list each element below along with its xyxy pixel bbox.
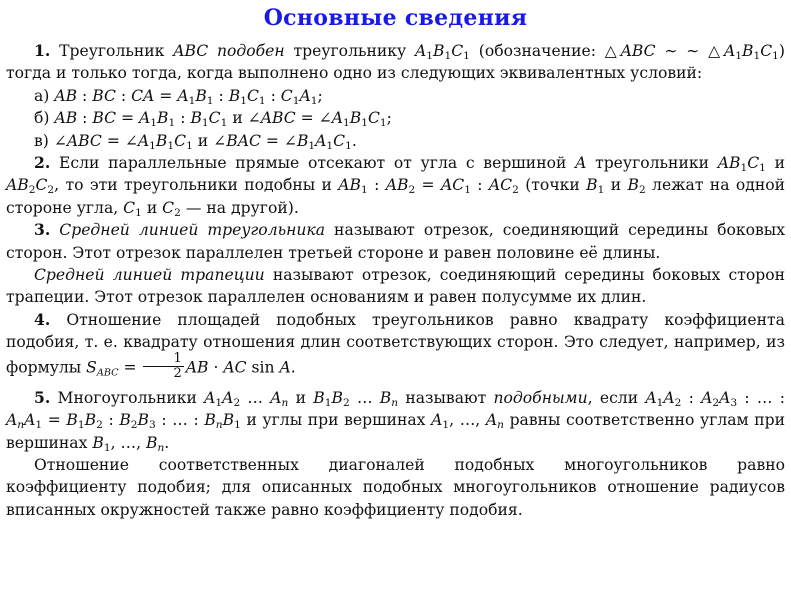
p1-similar: подобен	[216, 42, 285, 60]
term-trapezoid-midline: Средней линией трапеции	[34, 266, 265, 285]
p1-obozn: (обозначение:	[478, 42, 596, 60]
paragraph-6	[6, 454, 785, 521]
p2-text-5: лежат на одной стороне угла,	[6, 176, 786, 217]
p1-tail: тогда и только тогда, когда выполнено одно из следующих эквивалентных условий:	[6, 64, 703, 83]
fraction-one-half	[143, 352, 183, 381]
p3-text: называют отрезок, соединяющий середины боковых сторон. Этот отрезок параллелен третьей стороне и равен половине её длины.	[6, 221, 785, 262]
p5-and: и	[295, 388, 307, 407]
paragraph-3b	[6, 264, 785, 309]
p2-text-3: , то эти треугольники подобны и	[54, 176, 332, 195]
p5-text-2: называют	[405, 388, 487, 407]
page-title: Основные сведения	[263, 5, 528, 31]
p2-and: и	[774, 154, 785, 173]
term-triangle-midline: Средней линией треугольника	[59, 221, 326, 240]
item-number-1: 1.	[34, 41, 51, 60]
p5-text-4: и углы при вершинах	[246, 411, 426, 430]
paragraph-3	[6, 219, 785, 264]
p1-lead: Треугольник	[59, 42, 165, 60]
condition-v-label: в)	[34, 131, 49, 150]
p2-text-2: треугольники	[595, 154, 709, 173]
condition-v: в) ∠ABC = $\angle A_1B_1C_1$ и ∠BAC = $\angle B_1A_1C_1$.	[34, 131, 357, 152]
item-number-2: 2.	[34, 153, 51, 173]
paragraph-4: 4. Отношение площадей подобных треугольников равно квадрату коэффициента подобия, т. е. квадрату отношения длин соответствующих сторон. Это следует, например, из формулы $S_{ABC}$ = $\frac{1}{2}$ AB · AC sin A.	[6, 309, 785, 381]
fraction-numerator: 1	[143, 352, 183, 367]
p6-text: Отношение соответственных диагоналей подобных многоугольников равно коэффициенту подобия; для описанных подобных многоугольников отношение радиусов вписанных окружностей также равно коэффициенту подобия.	[6, 455, 785, 519]
term-similar: подобными	[493, 388, 588, 407]
item-number-5: 5.	[34, 387, 51, 407]
condition-b-label: б)	[34, 109, 50, 128]
p1-mid: треугольнику	[293, 42, 407, 60]
item-number-3: 3.	[34, 220, 51, 240]
paragraph-5: 5. Многоугольники $A_1A_2$ … $A_n$ и $B_1B_2$ … $B_n$ называют подобными, если $A_1A_2$ : $A_2A_3$ : … : $A_nA_1 = B_1B_2$ : $B_2B_3$ : … : $B_nB_1$ и углы при вершинах $A_1$, …, $A_n$ равны соответственно углам при вершинах $B_1$, …, $B_n$.	[6, 387, 786, 454]
condition-v-and: и	[197, 131, 209, 150]
p5-text-3: , если	[587, 388, 639, 407]
item-number-4: 4.	[34, 309, 51, 329]
p5-text-1: Многоугольники	[57, 388, 197, 407]
p2-text-1: Если параллельные прямые отсекают от угла с вершиной	[59, 154, 567, 173]
paragraph-2: 2. Если параллельные прямые отсекают от угла с вершиной A треугольники $AB_1C_1$ и $AB_2C_2$, то эти треугольники подобны и $AB_1$ : $AB_2 = AC_1$ : $AC_2$ (точки $B_1$ и $B_2$ лежат на одной стороне угла, $C_1$ и $C_2$ — на другой).	[6, 153, 786, 220]
condition-a: а) AB : BC : CA = $A_1B_1$ : $B_1C_1$ : $C_1A_1$;	[34, 86, 323, 107]
p1-abc: ABC	[173, 42, 209, 60]
paragraph-1: 1. Треугольник ABC подобен треугольнику $A_1B_1C_1$ (обозначение: △ABC ∼ ∼ $\triangle A_1B_1C_1$) тогда и только тогда, когда выполнено одно из следующих эквивалентных условий:	[6, 41, 785, 83]
fraction-denominator: 2	[173, 365, 182, 381]
p3b-text: называют отрезок, соединяющий середины боковых сторон трапеции. Этот отрезок параллелен основаниям и равен полусумме их длин.	[6, 266, 785, 307]
p2-text-4: (точки	[525, 176, 580, 195]
p5-text-5: равны соответственно углам при вершинах	[6, 411, 786, 452]
p2-text-6: — на другой).	[185, 198, 299, 217]
condition-a-label: а)	[34, 86, 50, 105]
page	[0, 4, 791, 604]
p4-text: Отношение площадей подобных треугольников равно квадрату коэффициента подобия, т. е. квадрату отношения длин соответствующих сторон. Это следует, например, из формулы	[6, 310, 785, 377]
condition-b: б) AB : BC = $A_1B_1$ : $B_1C_1$ и ∠ABC = $\angle A_1B_1C_1$;	[34, 109, 392, 130]
condition-b-and: и	[232, 109, 243, 128]
